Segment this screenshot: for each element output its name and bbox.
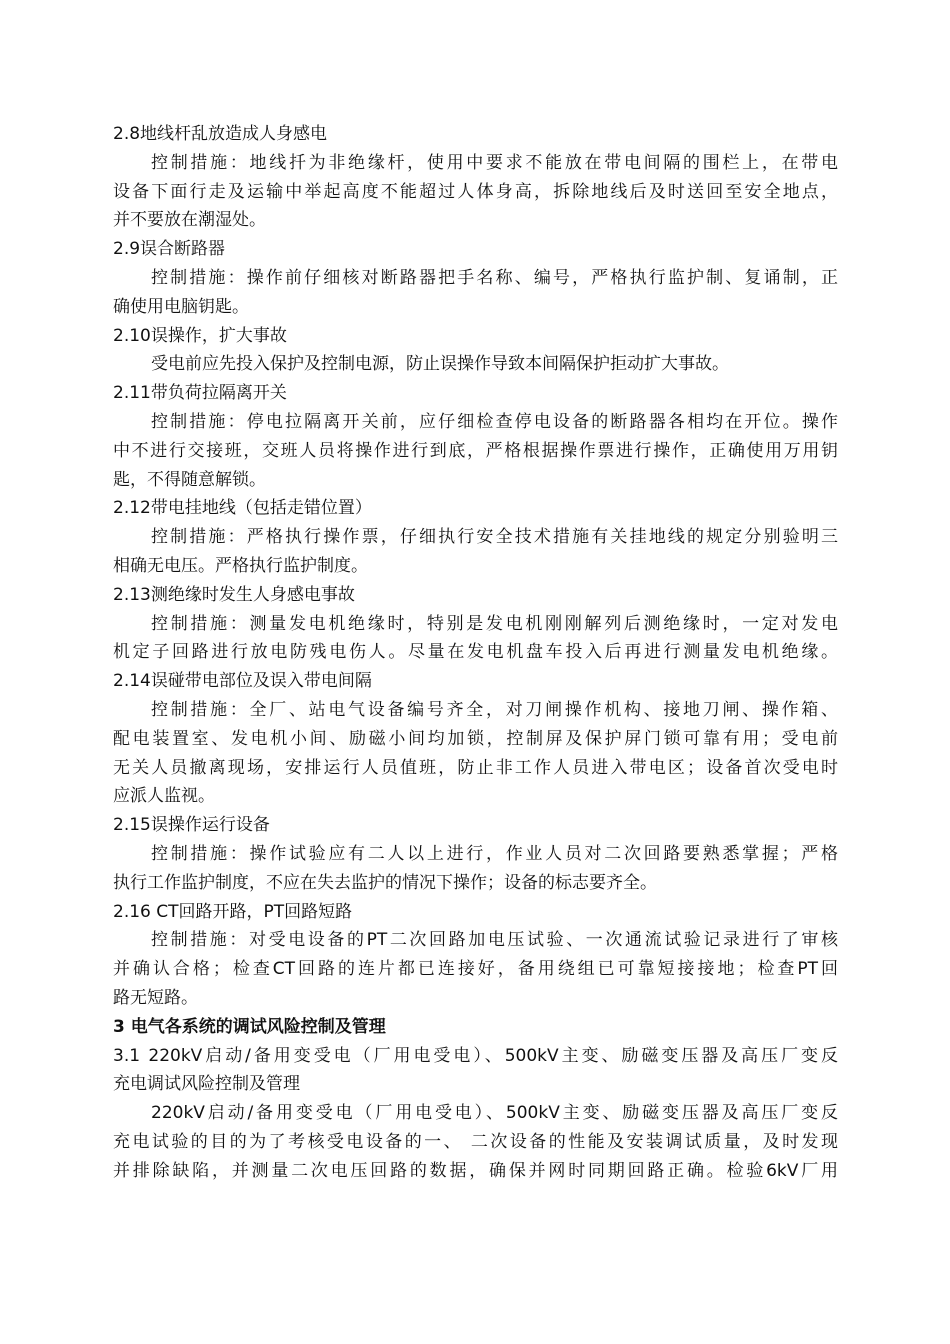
text-line: 路无短路。 <box>113 987 198 1008</box>
text-line: 并确认合格；检查CT回路的连片都已连接好，备用绕组已可靠短接接地；检查PT回 <box>113 959 838 980</box>
text-line: 确使用电脑钥匙。 <box>113 296 249 317</box>
text-line: 控制措施：操作试验应有二人以上进行，作业人员对二次回路要熟悉掌握；严格 <box>151 843 838 864</box>
text-line: 并不要放在潮湿处。 <box>113 210 266 231</box>
text-line: 控制措施：对受电设备的PT二次回路加电压试验、一次通流试验记录进行了审核 <box>151 930 838 951</box>
section-heading: 2.11带负荷拉隔离开关 <box>113 383 287 404</box>
text-line: 无关人员撤离现场，安排运行人员值班，防止非工作人员进入带电区；设备首次受电时 <box>113 757 838 778</box>
text-line: 设备下面行走及运输中举起高度不能超过人体身高，拆除地线后及时送回至安全地点， <box>113 181 838 202</box>
text-line: 充电试验的目的为了考核受电设备的一、 二次设备的性能及安装调试质量，及时发现 <box>113 1131 838 1152</box>
section-heading: 2.8地线杆乱放造成人身感电 <box>113 124 328 144</box>
text-line: 配电装置室、发电机小间、励磁小间均加锁，控制屏及保护屏门锁可靠有用；受电前 <box>113 728 838 749</box>
text-line: 3.1 220kV启动/备用变受电（厂用电受电）、500kV主变、励磁变压器及高压厂变反 <box>113 1045 838 1066</box>
document-body <box>113 120 838 1185</box>
section-heading: 2.13测绝缘时发生人身感电事故 <box>113 584 355 605</box>
section-heading: 2.14误碰带电部位及误入带电间隔 <box>113 671 372 692</box>
text-line: 相确无电压。严格执行监护制度。 <box>113 555 368 576</box>
text-line: 应派人监视。 <box>113 786 215 807</box>
text-line: 执行工作监护制度，不应在失去监护的情况下操作；设备的标志要齐全。 <box>113 872 657 893</box>
section-heading: 2.10误操作，扩大事故 <box>113 325 287 346</box>
text-line: 控制措施：严格执行操作票，仔细执行安全技术措施有关挂地线的规定分别验明三 <box>151 527 838 548</box>
text-line: 控制措施：操作前仔细核对断路器把手名称、编号，严格执行监护制、复诵制，正 <box>151 267 838 288</box>
text-line: 控制措施：测量发电机绝缘时，特别是发电机刚刚解列后测绝缘时，一定对发电 <box>151 613 838 634</box>
text-line: 匙，不得随意解锁。 <box>113 469 266 490</box>
text-line: 220kV启动/备用变受电（厂用电受电）、500kV主变、励磁变压器及高压厂变反 <box>151 1103 838 1124</box>
text-line: 并排除缺陷，并测量二次电压回路的数据，确保并网时同期回路正确。检验6kV厂用 <box>113 1160 838 1181</box>
section-heading: 2.16 CT回路开路，PT回路短路 <box>113 901 353 922</box>
text-line: 中不进行交接班，交班人员将操作进行到底，严格根据操作票进行操作，正确使用万用钥 <box>113 440 838 461</box>
section-heading: 2.9误合断路器 <box>113 239 226 260</box>
chapter-heading: 3 电气各系统的调试风险控制及管理 <box>113 1016 386 1037</box>
section-heading: 2.15误操作运行设备 <box>113 815 270 836</box>
text-line: 受电前应先投入保护及控制电源，防止误操作导致本间隔保护拒动扩大事故。 <box>151 354 729 375</box>
text-line: 机定子回路进行放电防残电伤人。尽量在发电机盘车投入后再进行测量发电机绝缘。 <box>113 642 838 663</box>
text-line: 控制措施：全厂、站电气设备编号齐全，对刀闸操作机构、接地刀闸、操作箱、 <box>151 699 838 720</box>
text-line: 控制措施：地线扦为非绝缘杆，使用中要求不能放在带电间隔的围栏上，在带电 <box>151 152 838 173</box>
section-heading: 2.12带电挂地线（包括走错位置） <box>113 498 372 519</box>
text-line: 充电调试风险控制及管理 <box>113 1074 300 1095</box>
text-line: 控制措施：停电拉隔离开关前，应仔细检查停电设备的断路器各相均在开位。操作 <box>151 411 838 432</box>
